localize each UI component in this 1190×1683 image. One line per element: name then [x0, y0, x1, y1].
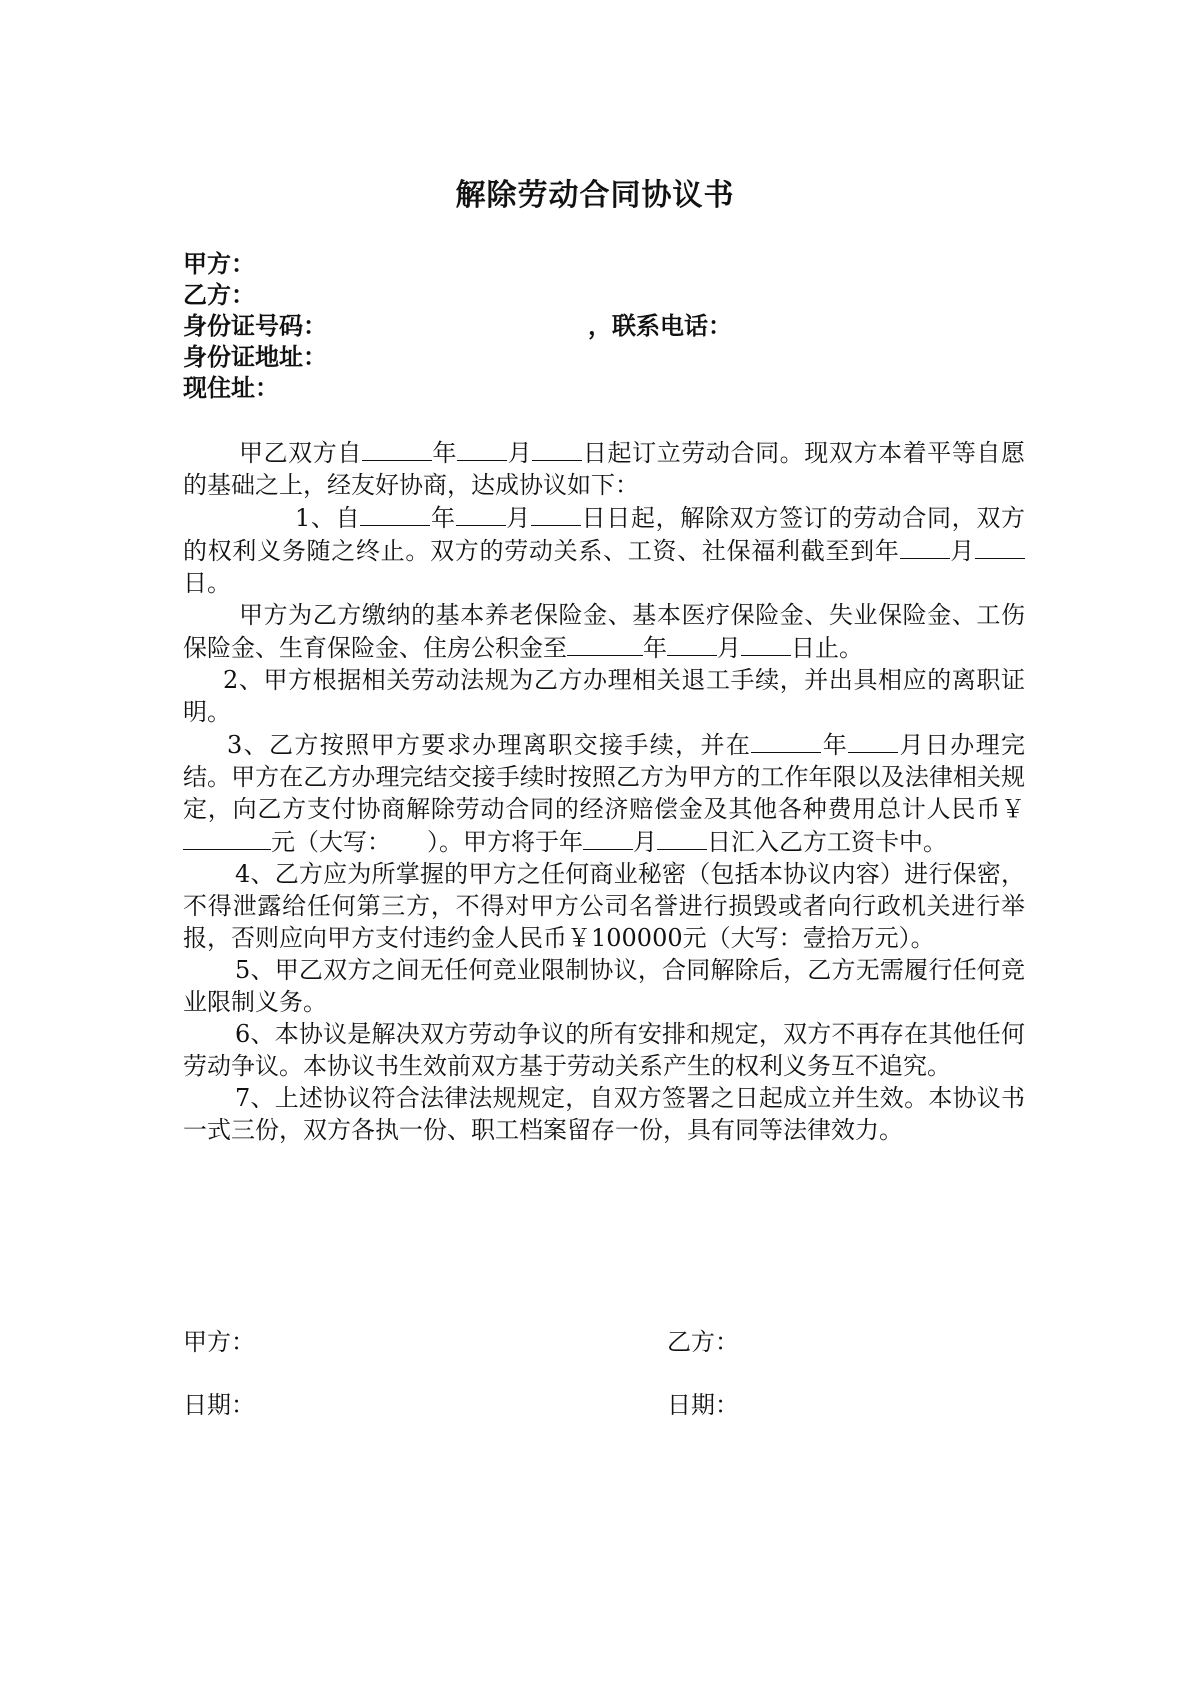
agreement-body: [183, 436, 1025, 1146]
blank-line: [456, 501, 506, 526]
blank-line: [457, 436, 507, 461]
blank-line: [583, 825, 633, 850]
blank-line: [900, 534, 950, 559]
clause-6: 6、本协议是解决双方劳动争议的所有安排和规定，双方不再存在其他任何劳动争议。本协议书生效前双方基于劳动关系产生的权利义务互不追究。: [183, 1020, 1025, 1080]
clause-4: 4、乙方应为所掌握的甲方之任何商业秘密（包括本协议内容）进行保密，不得泄露给任何第三方，不得对甲方公司名誉进行损毁或者向行政机关进行举报，否则应向甲方支付违约金人民币￥100000元（大写：壹拾万元）。: [183, 860, 1025, 952]
signature-party-b: 乙方：: [667, 1328, 739, 1356]
signature-party-a: 甲方：: [183, 1328, 255, 1356]
id-phone-row: [183, 310, 1023, 341]
document-title: 解除劳动合同协议书: [455, 178, 735, 213]
paragraph-intro: 甲乙双方自 年 月 日起订立劳动合同。现双方本着平等自愿的基础之上，经友好协商，达成协议如下：: [183, 436, 1025, 501]
signature-date-a: 日期：: [183, 1391, 255, 1419]
blank-line: [848, 728, 898, 753]
party-info-block: [183, 248, 1023, 403]
phone-field: ，联系电话：: [588, 311, 732, 340]
blank-line: [362, 436, 432, 461]
signature-date-b: 日期：: [667, 1391, 739, 1419]
blank-line: [531, 501, 581, 526]
blank-line: [183, 825, 271, 850]
clause-1-insurance: 甲方为乙方缴纳的基本养老保险金、基本医疗保险金、失业保险金、工伤保险金、生育保险金、住房公积金至 年 月 日止。: [183, 601, 1025, 662]
clause-1: 1、自 年 月 日日起，解除双方签订的劳动合同，双方的权利义务随之终止。双方的劳动关系、工资、社保福利截至到年 月日。: [183, 501, 1025, 599]
blank-line: [360, 501, 430, 526]
id-number-field: 身份证号码：: [183, 311, 327, 340]
blank-line: [751, 728, 821, 753]
blank-line: [657, 825, 707, 850]
blank-line: [667, 631, 717, 656]
current-address-field: 现住址：: [183, 373, 279, 402]
blank-line: [567, 631, 643, 656]
party-b-field: 乙方：: [183, 280, 255, 309]
clause-2: 2、甲方根据相关劳动法规为乙方办理相关退工手续，并出具相应的离职证明。: [183, 666, 1025, 726]
clause-5: 5、甲乙双方之间无任何竞业限制协议，合同解除后，乙方无需履行任何竞业限制义务。: [183, 956, 1025, 1016]
id-address-field: 身份证地址：: [183, 342, 327, 371]
blank-line: [741, 631, 791, 656]
blank-line: [975, 534, 1025, 559]
clause-3: 3、乙方按照甲方要求办理离职交接手续，并在 年 月日办理完结。甲方在乙方办理完结交接手续时按照乙方为甲方的工作年限以及法律相关规定，向乙方支付协商解除劳动合同的经济赔偿金及其他各种费用总计人民币￥元（大写： ）。甲方将于年 月 日汇入乙方工资卡中。: [183, 728, 1025, 858]
party-a-field: 甲方：: [183, 249, 255, 278]
clause-7: 7、上述协议符合法律法规规定，自双方签署之日起成立并生效。本协议书一式三份，双方各执一份、职工档案留存一份，具有同等法律效力。: [183, 1084, 1025, 1144]
blank-line: [532, 436, 582, 461]
